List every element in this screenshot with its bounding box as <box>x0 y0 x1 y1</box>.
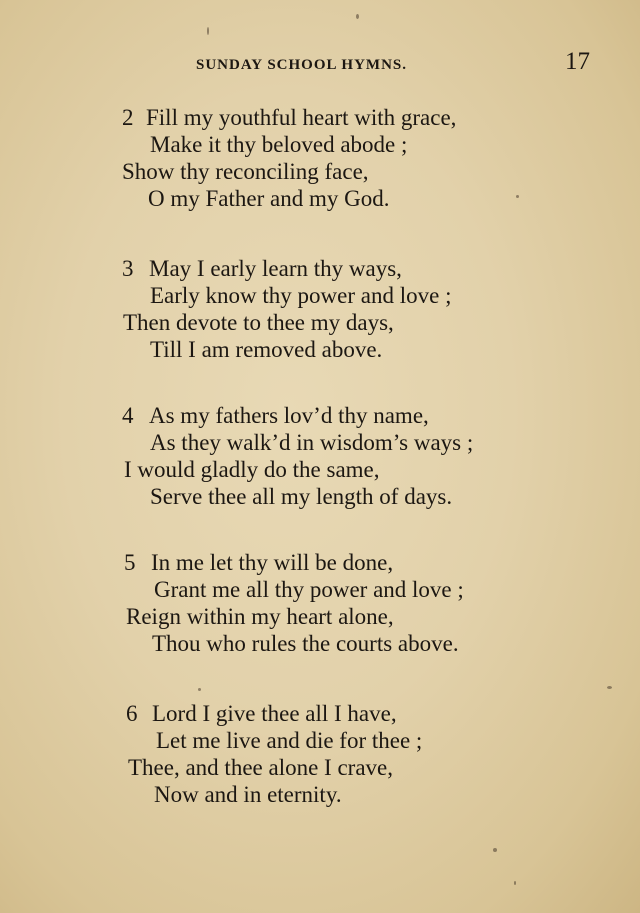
page-number: 17 <box>565 48 590 75</box>
verse-line: Let me live and die for thee ; <box>156 728 423 753</box>
stanza-number: 2 <box>122 105 134 130</box>
verse-line: As my fathers lov’d thy name, <box>149 403 429 428</box>
verse-line: Then devote to thee my days, <box>123 310 394 335</box>
verse-line: I would gladly do the same, <box>124 457 380 482</box>
paper-speck <box>516 195 519 198</box>
verse-line: Show thy reconciling face, <box>122 159 369 184</box>
stanza-number: 4 <box>122 403 134 428</box>
verse-line: Make it thy beloved abode ; <box>150 132 408 157</box>
verse-line: Early know thy power and love ; <box>150 283 452 308</box>
verse-line: Till I am removed above. <box>150 337 383 362</box>
verse-line: Thee, and thee alone I crave, <box>128 755 393 780</box>
running-head: SUNDAY SCHOOL HYMNS. <box>196 57 408 73</box>
verse-line: Reign within my heart alone, <box>126 604 394 629</box>
stanza-number: 6 <box>126 701 138 726</box>
stanza-number: 5 <box>124 550 136 575</box>
verse-line: Now and in eternity. <box>154 782 342 807</box>
verse-line: Lord I give thee all I have, <box>152 701 397 726</box>
verse-line: May I early learn thy ways, <box>149 256 402 281</box>
stanza-number: 3 <box>122 256 134 281</box>
paper-speck <box>607 686 612 689</box>
verse-line: Grant me all thy power and love ; <box>154 577 464 602</box>
paper-speck <box>356 14 359 19</box>
paper-speck <box>493 848 497 852</box>
verse-line: Fill my youthful heart with grace, <box>146 105 457 130</box>
paper-speck <box>514 881 516 885</box>
paper-speck <box>207 27 209 35</box>
verse-line: As they walk’d in wisdom’s ways ; <box>150 430 474 455</box>
verse-line: In me let thy will be done, <box>151 550 394 575</box>
verse-line: O my Father and my God. <box>148 186 390 211</box>
verse-line: Serve thee all my length of days. <box>150 484 453 509</box>
verse-line: Thou who rules the courts above. <box>152 631 459 656</box>
paper-speck <box>198 688 201 691</box>
